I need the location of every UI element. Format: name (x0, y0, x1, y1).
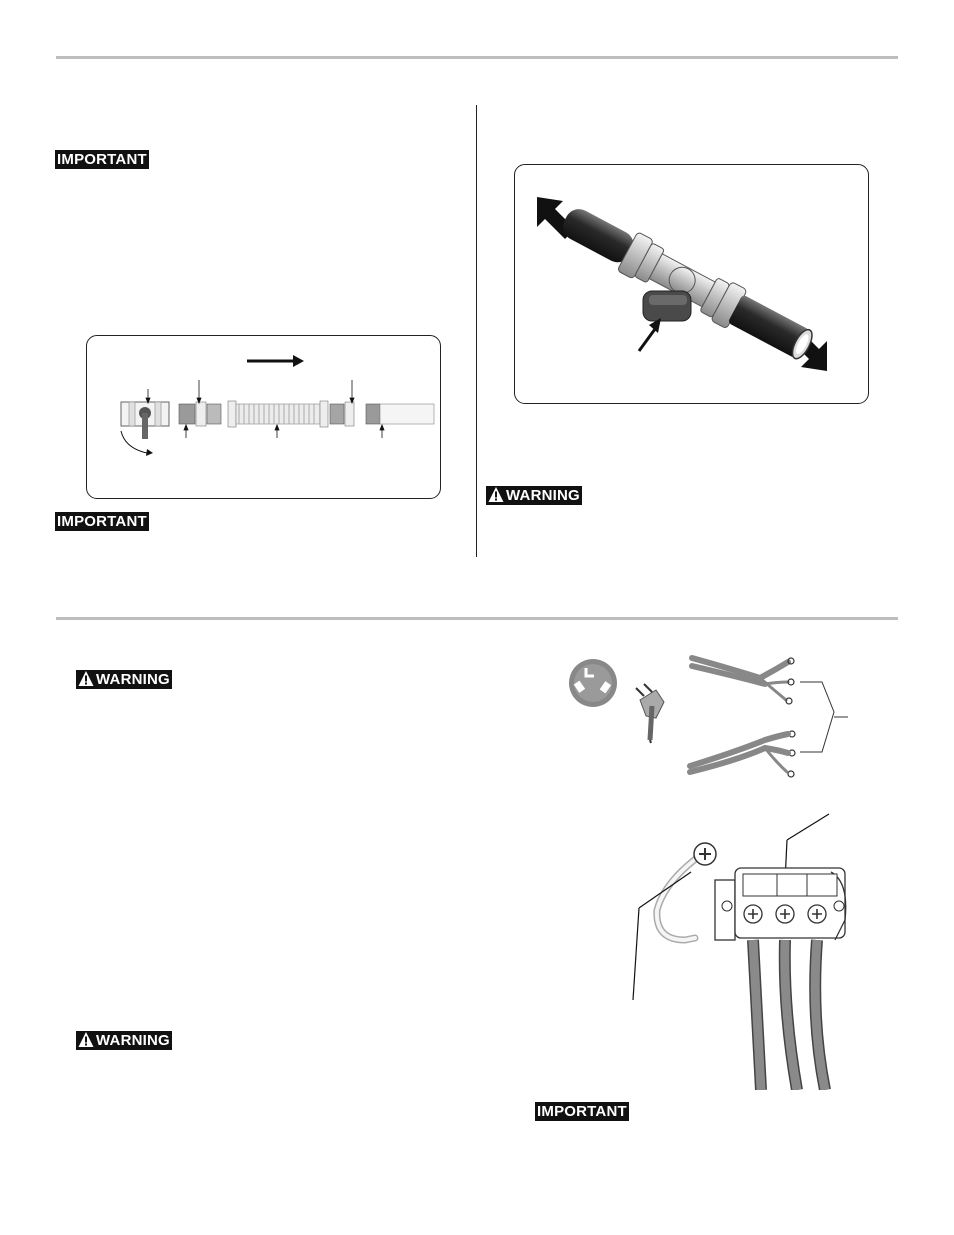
important-badge: IMPORTANT (57, 151, 147, 168)
section-rule-top (56, 56, 898, 59)
warning-triangle-icon (78, 670, 94, 687)
callout-leader (787, 814, 829, 840)
four-wire-cord-icon (690, 734, 788, 772)
power-wires-icon (753, 940, 825, 1090)
pipe-adapter-icon (179, 402, 221, 426)
gas-pipe-icon (555, 199, 818, 367)
gas-connector-figure (87, 336, 439, 497)
gas-valve-figure (515, 165, 867, 402)
three-wire-cord-icon (692, 658, 788, 700)
gas-connection-diagram (86, 335, 441, 499)
warning-triangle-icon (488, 486, 504, 503)
ground-screw-icon (694, 843, 716, 865)
warning-badge: WARNING (76, 1031, 172, 1050)
important-badge: IMPORTANT (537, 1103, 627, 1120)
section-rule-middle (56, 617, 898, 620)
outlet-icon (569, 659, 617, 707)
pointer-arrow-icon (639, 318, 661, 351)
shutoff-valve-icon (121, 402, 169, 456)
flexible-connector-icon (228, 401, 328, 427)
important-badge: IMPORTANT (57, 513, 147, 530)
callout-leader (633, 908, 639, 1000)
warning-badge: WARNING (76, 670, 172, 689)
column-divider (476, 105, 477, 557)
warning-badge: WARNING (486, 486, 582, 505)
callout-bracket (800, 682, 848, 752)
callout-leader (639, 872, 691, 908)
valve-diagram (514, 164, 869, 404)
valve-handle-icon (643, 291, 691, 321)
power-cord-figure (560, 640, 860, 785)
terminal-block-icon (715, 868, 846, 940)
plug-icon (636, 684, 664, 743)
terminal-block-figure (625, 810, 865, 1090)
warning-triangle-icon (78, 1031, 94, 1048)
appliance-adapter-icon (330, 402, 434, 426)
ring-terminals (786, 658, 795, 777)
ground-wire-icon (657, 852, 705, 940)
arrow-right-icon (247, 355, 304, 367)
